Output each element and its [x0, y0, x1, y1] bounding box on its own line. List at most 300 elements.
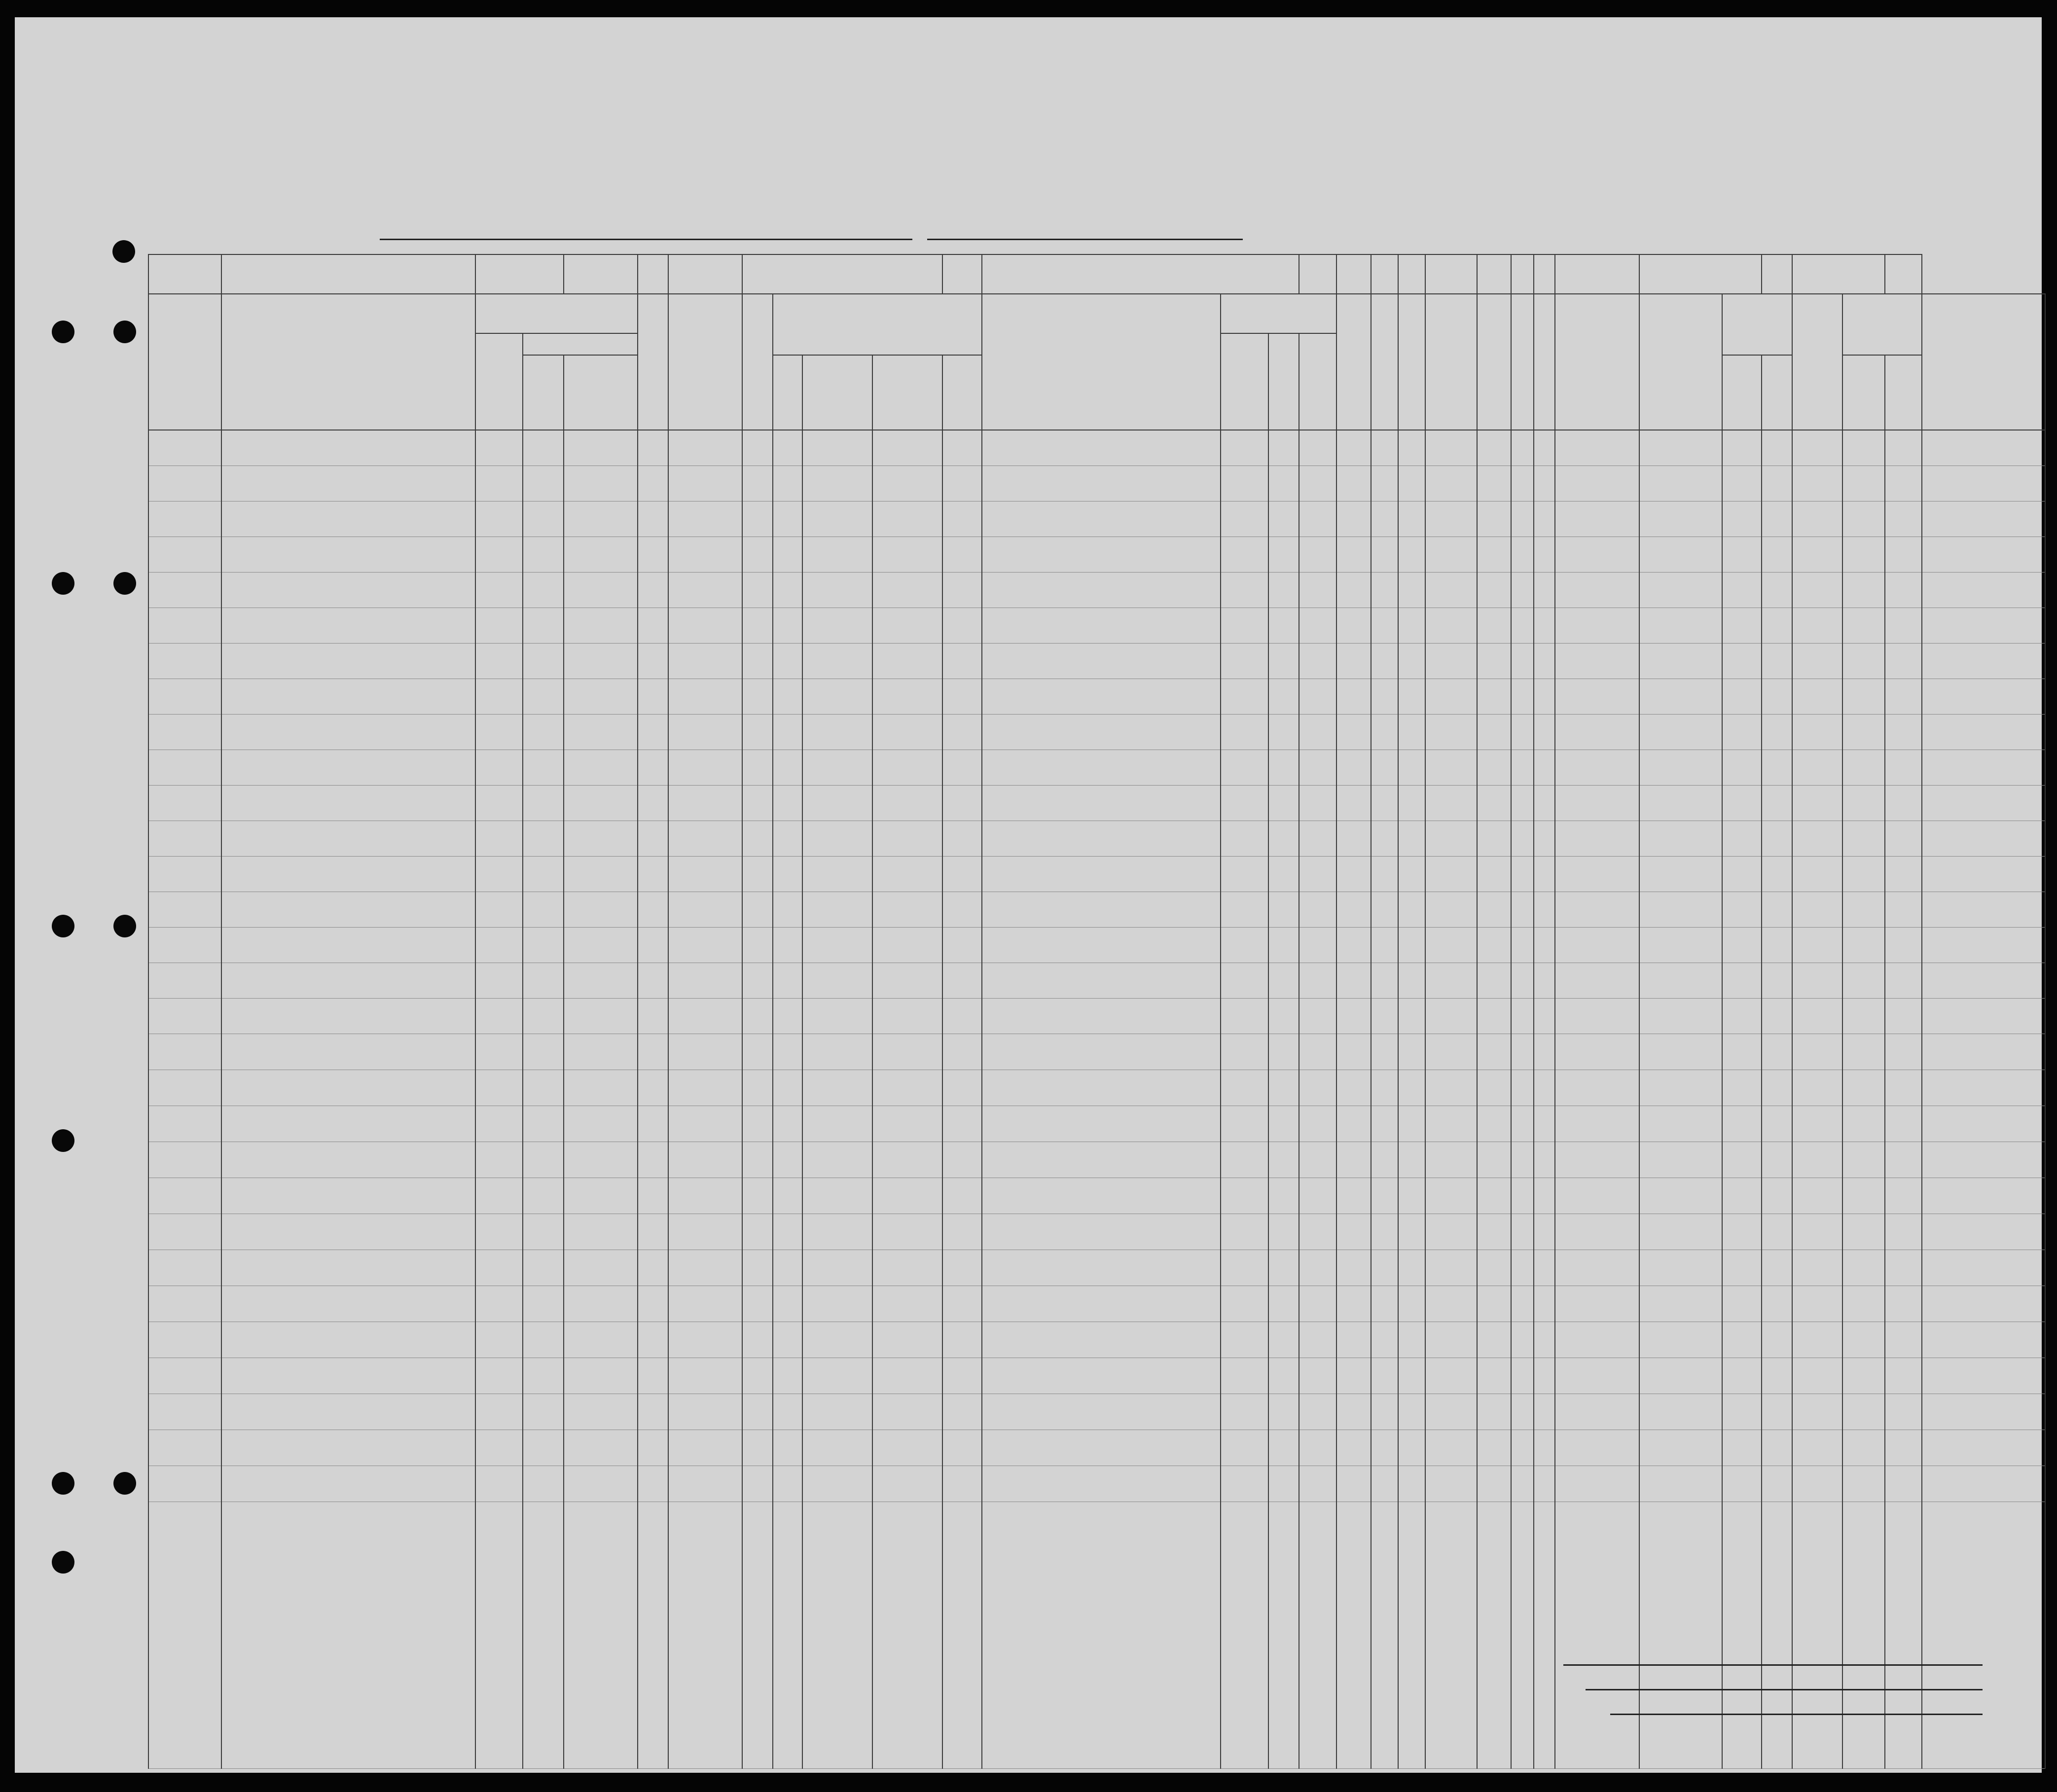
city	[564, 679, 638, 714]
city	[564, 501, 638, 537]
empty-cell	[1398, 1142, 1425, 1178]
empty-cell	[1398, 1106, 1425, 1142]
empty-cell	[1425, 1358, 1477, 1394]
empty-cell	[668, 1358, 742, 1394]
no-on-list	[148, 1142, 221, 1178]
empty-cell	[1722, 1034, 1762, 1070]
empty-cell	[1425, 1322, 1477, 1358]
empty-cell	[1534, 1394, 1555, 1430]
empty-cell	[773, 1178, 802, 1214]
col29	[1477, 821, 1511, 856]
before-yes-no	[773, 927, 802, 963]
empty-cell	[1336, 1358, 1371, 1394]
empty-cell	[221, 1106, 475, 1142]
empty-cell	[564, 1502, 638, 1769]
passage-paid	[668, 714, 742, 750]
anarchist	[1398, 466, 1425, 501]
empty-cell	[1922, 1250, 2045, 1286]
empty-cell	[1336, 1070, 1371, 1106]
empty-cell	[773, 1214, 802, 1250]
purpose-return	[1221, 856, 1268, 892]
ticket	[638, 679, 668, 714]
city	[564, 466, 638, 501]
identification-marks	[1922, 856, 2045, 892]
purpose-return	[1221, 608, 1268, 643]
deformed	[1639, 856, 1722, 892]
empty-cell	[523, 1322, 564, 1358]
no-on-list	[148, 963, 221, 998]
empty-cell	[475, 1358, 523, 1394]
empty-cell	[1477, 1358, 1511, 1394]
state	[523, 466, 564, 501]
col29	[1477, 892, 1511, 927]
empty-cell	[221, 1286, 475, 1322]
ticket	[638, 608, 668, 643]
health	[1555, 466, 1639, 501]
height-feet	[1722, 572, 1762, 608]
deformed	[1639, 821, 1722, 856]
empty-cell	[1398, 1466, 1425, 1502]
before-period	[802, 430, 872, 466]
column-number	[1425, 254, 1477, 294]
hair-color	[1842, 714, 1885, 750]
empty-cell	[1722, 1394, 1762, 1430]
overthrow	[1425, 608, 1477, 643]
height-inches	[1762, 892, 1792, 927]
purpose-return	[1221, 785, 1268, 821]
table-row	[148, 785, 2045, 821]
prison	[1336, 501, 1371, 537]
no-on-list	[148, 1070, 221, 1106]
joining	[982, 927, 1221, 963]
empty-cell	[1477, 1106, 1511, 1142]
before-where	[872, 785, 942, 821]
state	[523, 892, 564, 927]
empty-cell	[1762, 1178, 1792, 1214]
table-row	[148, 998, 2045, 1034]
empty-cell	[1425, 1394, 1477, 1430]
before-period	[802, 785, 872, 821]
before-yes-no	[773, 643, 802, 679]
before-yes-no	[773, 608, 802, 643]
header-yes-no	[773, 355, 802, 430]
anarchist	[1398, 643, 1425, 679]
prison	[1336, 856, 1371, 892]
last-departure	[942, 856, 982, 892]
empty-cell	[1722, 1178, 1762, 1214]
table-row	[148, 608, 2045, 643]
eye-color	[1885, 608, 1922, 643]
city	[564, 785, 638, 821]
identification-marks	[1922, 892, 2045, 927]
empty-cell	[1639, 1394, 1722, 1430]
joining	[982, 856, 1221, 892]
before-where	[872, 927, 942, 963]
purpose-length	[1268, 750, 1299, 785]
empty-cell	[1336, 1502, 1371, 1769]
empty-cell	[1511, 1070, 1534, 1106]
purpose-return	[1221, 537, 1268, 572]
empty-cell	[475, 1250, 523, 1286]
state	[523, 821, 564, 856]
empty-cell	[564, 1178, 638, 1214]
header-last-departure	[942, 355, 982, 430]
empty-cell	[638, 1430, 668, 1466]
eye-color	[1885, 750, 1922, 785]
height-inches	[1762, 501, 1792, 537]
header-ticket	[638, 294, 668, 430]
purpose-citizen	[1299, 750, 1336, 785]
empty-cell	[872, 1106, 942, 1142]
empty-cell	[1398, 1322, 1425, 1358]
empty-cell	[1792, 1502, 1842, 1769]
empty-cell	[982, 1178, 1221, 1214]
relative-name	[221, 572, 475, 608]
relative-name	[221, 927, 475, 963]
table-row-empty	[148, 1214, 2045, 1250]
empty-cell	[1268, 1178, 1299, 1214]
empty-cell	[1299, 1358, 1336, 1394]
empty-cell	[475, 1214, 523, 1250]
empty-cell	[802, 1466, 872, 1502]
polygamist	[1371, 679, 1398, 714]
empty-cell	[802, 1178, 872, 1214]
eye-color	[1885, 679, 1922, 714]
table-row-empty	[148, 1394, 2045, 1430]
last-departure	[942, 927, 982, 963]
empty-cell	[1792, 1070, 1842, 1106]
anarchist	[1398, 608, 1425, 643]
eye-color	[1885, 501, 1922, 537]
empty-cell	[1221, 1502, 1268, 1769]
empty-cell	[1639, 1430, 1722, 1466]
no-on-list	[148, 1250, 221, 1286]
empty-cell	[982, 1466, 1221, 1502]
empty-cell	[773, 1034, 802, 1070]
col30	[1511, 714, 1534, 750]
empty-cell	[742, 1034, 773, 1070]
col29	[1477, 572, 1511, 608]
city	[564, 608, 638, 643]
city	[564, 892, 638, 927]
polygamist	[1371, 998, 1398, 1034]
before-yes-no	[773, 785, 802, 821]
typewritten-note	[1746, 118, 2022, 133]
empty-cell	[1842, 1286, 1885, 1322]
empty-cell	[1722, 1430, 1762, 1466]
empty-cell	[1842, 1214, 1885, 1250]
col31	[1534, 643, 1555, 679]
before-period	[802, 537, 872, 572]
eye-color	[1885, 572, 1922, 608]
empty-cell	[1268, 1142, 1299, 1178]
empty-cell	[638, 1250, 668, 1286]
passage-paid	[668, 501, 742, 537]
purpose-return	[1221, 927, 1268, 963]
foreign-country	[475, 714, 523, 750]
health	[1555, 750, 1639, 785]
empty-cell	[1534, 1358, 1555, 1394]
no-on-list	[148, 572, 221, 608]
empty-cell	[1336, 1214, 1371, 1250]
empty-cell	[1639, 1466, 1722, 1502]
before-period	[802, 750, 872, 785]
identification-marks	[1922, 750, 2045, 785]
empty-cell	[1842, 1394, 1885, 1430]
joining	[982, 537, 1221, 572]
polygamist	[1371, 466, 1398, 501]
health	[1555, 785, 1639, 821]
empty-cell	[638, 1034, 668, 1070]
complexion	[1792, 785, 1842, 821]
height-feet	[1722, 679, 1762, 714]
col31	[1534, 927, 1555, 963]
header-color-of	[1842, 294, 1922, 355]
empty-cell	[1221, 1358, 1268, 1394]
col30	[1511, 679, 1534, 714]
header-state	[523, 355, 564, 430]
empty-cell	[802, 1286, 872, 1322]
overthrow	[1425, 998, 1477, 1034]
empty-cell	[982, 1322, 1221, 1358]
state	[523, 785, 564, 821]
col29	[1477, 501, 1511, 537]
purpose-citizen	[1299, 856, 1336, 892]
money	[742, 466, 773, 501]
empty-cell	[1534, 1214, 1555, 1250]
empty-cell	[1792, 1106, 1842, 1142]
empty-cell	[1371, 1214, 1398, 1250]
empty-cell	[1792, 1394, 1842, 1430]
anarchist	[1398, 821, 1425, 856]
empty-cell	[1371, 1142, 1398, 1178]
empty-cell	[1511, 1466, 1534, 1502]
empty-cell	[1425, 1430, 1477, 1466]
empty-cell	[1268, 1466, 1299, 1502]
passage-paid	[668, 750, 742, 785]
empty-cell	[942, 1178, 982, 1214]
header-row-top	[148, 294, 2045, 333]
empty-cell	[1371, 1178, 1398, 1214]
empty-cell	[1842, 1178, 1885, 1214]
header-col31	[1534, 294, 1555, 430]
before-where	[872, 679, 942, 714]
health	[1555, 501, 1639, 537]
before-period	[802, 714, 872, 750]
binder-hole	[52, 1551, 74, 1574]
state	[523, 998, 564, 1034]
before-period	[802, 963, 872, 998]
empty-cell	[982, 1394, 1221, 1430]
empty-cell	[1299, 1286, 1336, 1322]
ticket	[638, 430, 668, 466]
empty-cell	[1268, 1502, 1299, 1769]
column-number	[1555, 254, 1639, 294]
ticket	[638, 501, 668, 537]
hair-color	[1842, 750, 1885, 785]
table-row-empty	[148, 1322, 2045, 1358]
city	[564, 537, 638, 572]
empty-cell	[1722, 1358, 1762, 1394]
table-row-empty	[148, 1070, 2045, 1106]
empty-cell	[1398, 1070, 1425, 1106]
deformed	[1639, 466, 1722, 501]
empty-cell	[942, 1358, 982, 1394]
empty-cell	[742, 1358, 773, 1394]
health	[1555, 821, 1639, 856]
empty-cell	[1792, 1250, 1842, 1286]
anarchist	[1398, 572, 1425, 608]
identification-marks	[1922, 501, 2045, 537]
empty-cell	[564, 1070, 638, 1106]
empty-cell	[1221, 1214, 1268, 1250]
empty-cell	[1299, 1214, 1336, 1250]
empty-cell	[1299, 1106, 1336, 1142]
empty-cell	[1511, 1430, 1534, 1466]
before-period	[802, 572, 872, 608]
empty-cell	[1885, 1070, 1922, 1106]
empty-cell	[523, 1142, 564, 1178]
relative-name	[221, 430, 475, 466]
prison	[1336, 430, 1371, 466]
empty-cell	[668, 1106, 742, 1142]
purpose-length	[1268, 998, 1299, 1034]
identification-marks	[1922, 821, 2045, 856]
anarchist	[1398, 537, 1425, 572]
empty-cell	[1639, 1142, 1722, 1178]
empty-cell	[1534, 1034, 1555, 1070]
joining	[982, 821, 1221, 856]
complexion	[1792, 714, 1842, 750]
eye-color	[1885, 963, 1922, 998]
empty-cell	[773, 1358, 802, 1394]
before-where	[872, 750, 942, 785]
anarchist	[1398, 856, 1425, 892]
hair-color	[1842, 501, 1885, 537]
money	[742, 927, 773, 963]
empty-cell	[1511, 1394, 1534, 1430]
money	[742, 430, 773, 466]
empty-cell	[1922, 1178, 2045, 1214]
relative-name	[221, 679, 475, 714]
column-number	[742, 254, 942, 294]
no-on-list	[148, 998, 221, 1034]
empty-cell	[1639, 1214, 1722, 1250]
hair-color	[1842, 998, 1885, 1034]
height-inches	[1762, 998, 1792, 1034]
health	[1555, 643, 1639, 679]
empty-cell	[1555, 1070, 1639, 1106]
purpose-return	[1221, 679, 1268, 714]
height-feet	[1722, 963, 1762, 998]
empty-cell	[1336, 1178, 1371, 1214]
empty-cell	[1792, 1178, 1842, 1214]
empty-cell	[1425, 1070, 1477, 1106]
deformed	[1639, 572, 1722, 608]
empty-cell	[1398, 1286, 1425, 1322]
before-where	[872, 856, 942, 892]
empty-cell	[523, 1106, 564, 1142]
hair-color	[1842, 537, 1885, 572]
empty-cell	[1477, 1070, 1511, 1106]
empty-cell	[1425, 1034, 1477, 1070]
empty-cell	[982, 1502, 1221, 1769]
table-row-empty	[148, 1286, 2045, 1322]
empty-cell	[982, 1070, 1221, 1106]
joining	[982, 785, 1221, 821]
header-eyes	[1885, 355, 1922, 430]
empty-cell	[872, 1502, 942, 1769]
money	[742, 643, 773, 679]
empty-cell	[1922, 1214, 2045, 1250]
empty-cell	[475, 1394, 523, 1430]
empty-cell	[1885, 1502, 1922, 1769]
empty-cell	[1268, 1250, 1299, 1286]
complexion	[1792, 430, 1842, 466]
health	[1555, 963, 1639, 998]
empty-cell	[1922, 1286, 2045, 1322]
empty-cell	[1885, 1286, 1922, 1322]
height-inches	[1762, 714, 1792, 750]
purpose-citizen	[1299, 998, 1336, 1034]
passage-paid	[668, 892, 742, 927]
height-inches	[1762, 927, 1792, 963]
empty-cell	[1477, 1034, 1511, 1070]
binder-hole	[52, 572, 74, 595]
col31	[1534, 679, 1555, 714]
empty-cell	[942, 1106, 982, 1142]
table-row	[148, 643, 2045, 679]
owners-underline	[1586, 1689, 1983, 1690]
empty-cell	[1555, 1394, 1639, 1430]
empty-cell	[1762, 1394, 1792, 1430]
empty-cell	[1792, 1286, 1842, 1322]
empty-cell	[1336, 1322, 1371, 1358]
anarchist	[1398, 963, 1425, 998]
hair-color	[1842, 821, 1885, 856]
empty-cell	[982, 1214, 1221, 1250]
health	[1555, 998, 1639, 1034]
empty-cell	[802, 1142, 872, 1178]
table-filler-row	[148, 1502, 2045, 1769]
table-row	[148, 927, 2045, 963]
empty-cell	[1425, 1214, 1477, 1250]
empty-cell	[1534, 1286, 1555, 1322]
purpose-length	[1268, 963, 1299, 998]
eye-color	[1885, 998, 1922, 1034]
relative-name	[221, 501, 475, 537]
empty-cell	[1534, 1142, 1555, 1178]
column-number	[638, 254, 668, 294]
before-where	[872, 821, 942, 856]
table-row	[148, 963, 2045, 998]
column-number	[221, 254, 475, 294]
last-departure	[942, 750, 982, 785]
overthrow	[1425, 750, 1477, 785]
empty-cell	[564, 1214, 638, 1250]
eye-color	[1885, 466, 1922, 501]
identification-marks	[1922, 927, 2045, 963]
ticket	[638, 998, 668, 1034]
col31	[1534, 714, 1555, 750]
empty-cell	[1268, 1286, 1299, 1322]
empty-cell	[1221, 1178, 1268, 1214]
empty-cell	[1555, 1214, 1639, 1250]
column-number	[1336, 254, 1371, 294]
eye-color	[1885, 430, 1922, 466]
purpose-return	[1221, 643, 1268, 679]
binder-hole	[52, 1129, 74, 1152]
